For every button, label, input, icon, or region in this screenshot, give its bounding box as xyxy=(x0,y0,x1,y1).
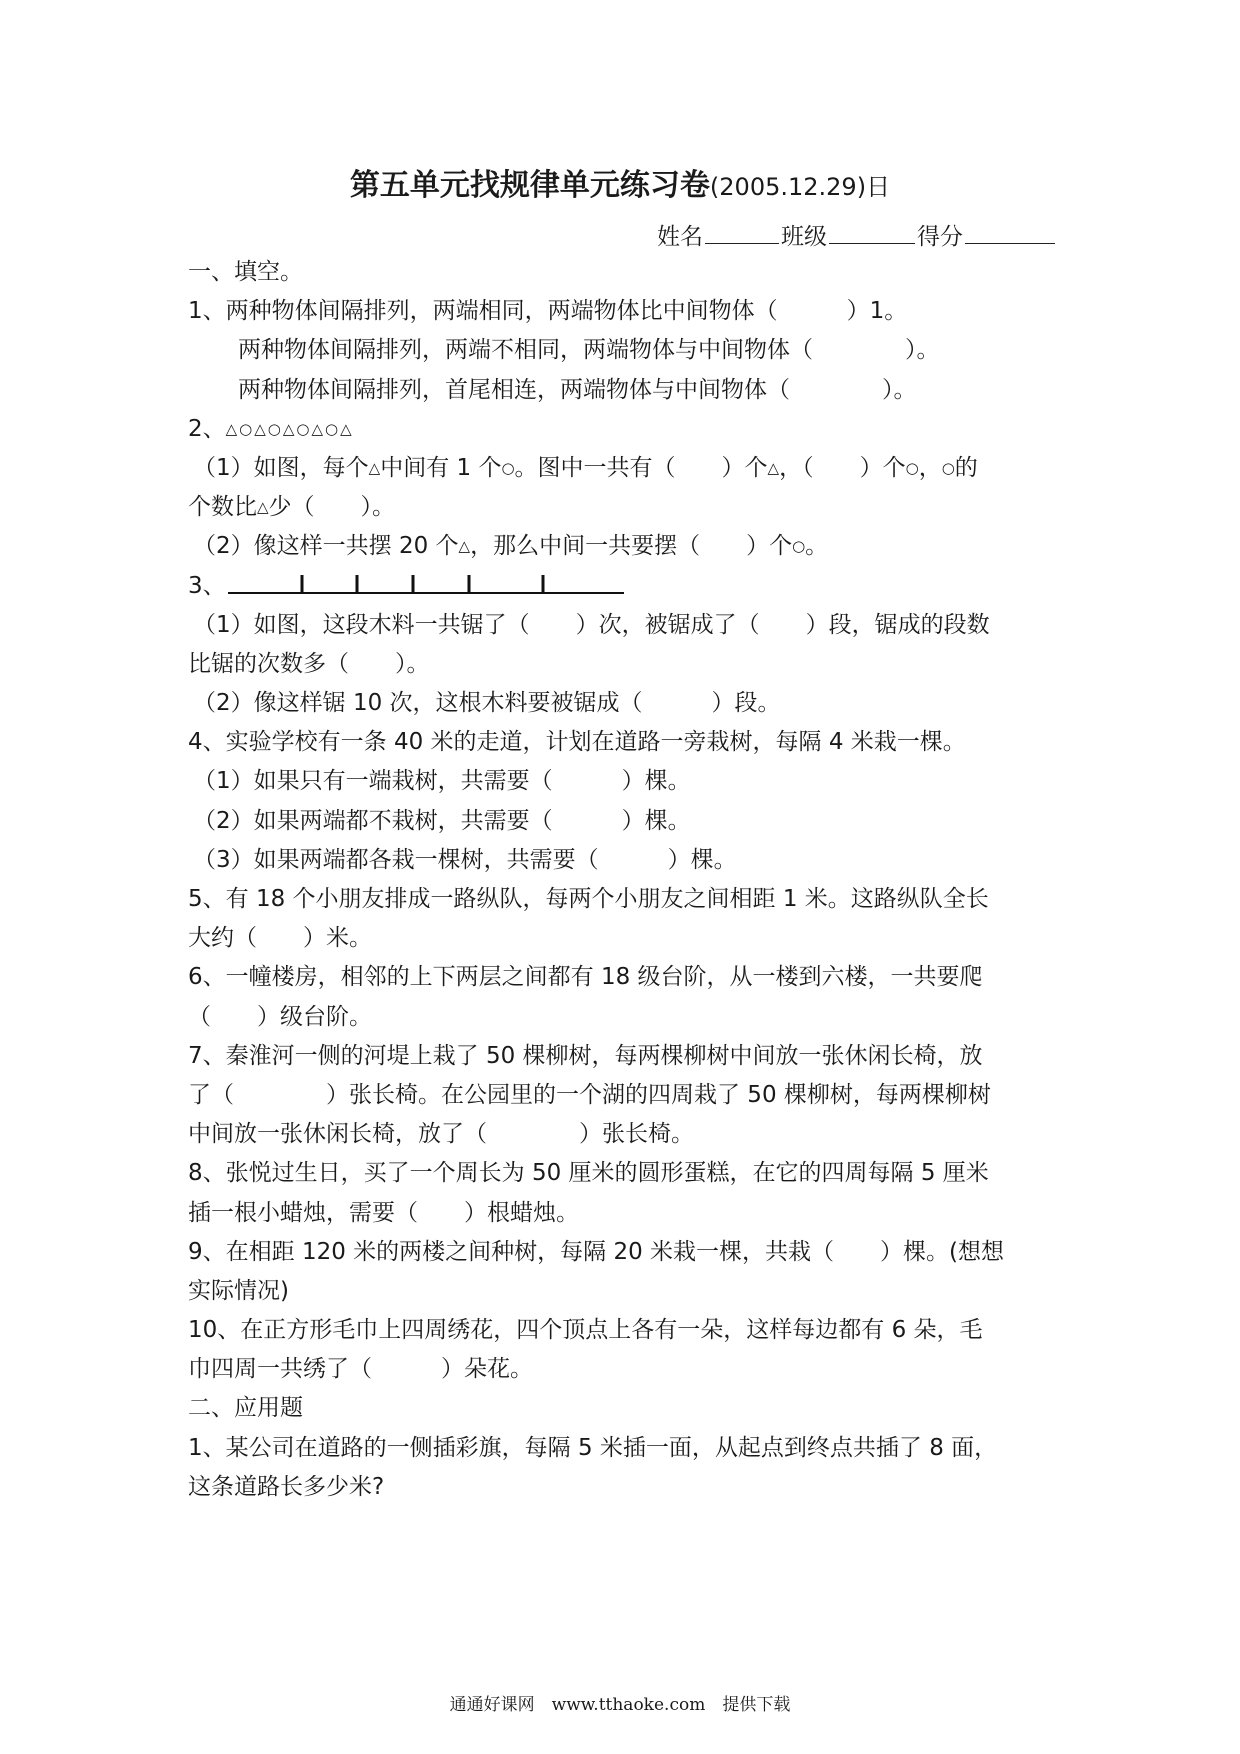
q10-line-a: 10、在正方形毛巾上四周绣花，四个顶点上各有一朵，这样每边都有 6 朵，毛 xyxy=(188,1317,983,1344)
q8-line-b: 插一根小蜡烛，需要（ ）根蜡烛。 xyxy=(188,1199,579,1226)
footer-credit: 通通好课网 www.tthaoke.com 提供下载 xyxy=(449,1695,791,1715)
name-label: 姓名 xyxy=(657,224,703,250)
q4-stem: 4、实验学校有一条 40 米的走道，计划在道路一旁栽树，每隔 4 米栽一棵。 xyxy=(188,729,966,756)
circle-icon: ○ xyxy=(941,458,955,477)
q2-text: ， xyxy=(918,454,942,481)
q2-text: （1）如图，每个 xyxy=(193,454,369,481)
q1-line-a: 1、两种物体间隔排列，两端相同，两端物体比中间物体（ ）1。 xyxy=(188,298,908,325)
title-text: 第五单元找规律单元练习卷 xyxy=(349,168,710,203)
q4-part3: （3）如果两端都各栽一棵树，共需要（ ）棵。 xyxy=(193,846,737,873)
q3-label: 3、 xyxy=(188,572,226,599)
sawn-log-diagram xyxy=(226,571,626,601)
circle-icon: ○ xyxy=(905,458,919,477)
class-blank[interactable] xyxy=(829,223,915,244)
section-heading-fill-in: 一、填空。 xyxy=(188,259,303,285)
triangle-icon: △ xyxy=(257,498,269,517)
q2-text: 。 xyxy=(805,533,829,560)
q2-line-shapes xyxy=(188,410,1060,449)
q3-part1-line-a: （1）如图，这段木料一共锯了（ ）次，被锯成了（ ）段，锯成的段数 xyxy=(193,611,990,638)
q2-text: （2）像这样一共摆 20 个 xyxy=(193,533,459,560)
class-label: 班级 xyxy=(781,224,827,250)
q9-line-a: 9、在相距 120 米的两楼之间种树，每隔 20 米栽一棵，共栽（ ）棵。(想想 xyxy=(188,1238,1005,1265)
q2-part2-line xyxy=(188,527,1060,566)
q10-line-b: 巾四周一共绣了（ ）朵花。 xyxy=(188,1356,533,1383)
q2-part1-line-b xyxy=(188,488,1060,527)
score-label: 得分 xyxy=(917,224,963,250)
q3-part1-line-b: 比锯的次数多（ ）。 xyxy=(188,650,430,677)
circle-icon: ○ xyxy=(501,458,515,477)
q7-line-c: 中间放一张休闲长椅，放了（ ）张长椅。 xyxy=(188,1121,694,1148)
q9-line-b: 实际情况) xyxy=(188,1277,289,1304)
app-q1-line-b: 这条道路长多少米? xyxy=(188,1473,385,1500)
triangle-circle-pattern: △○△○△○△○△ xyxy=(225,419,354,438)
q1-line-b: 两种物体间隔排列，两端不相同，两端物体与中间物体（ ）。 xyxy=(238,337,940,364)
q2-text: 中间有 1 个 xyxy=(380,454,502,481)
triangle-icon: △ xyxy=(458,537,471,556)
q6-line-a: 6、一幢楼房，相邻的上下两层之间都有 18 级台阶，从一楼到六楼，一共要爬 xyxy=(188,964,983,991)
q8-line-a: 8、张悦过生日，买了一个周长为 50 厘米的圆形蛋糕，在它的四周每隔 5 厘米 xyxy=(188,1160,989,1187)
q2-text: ，那么中间一共要摆（ ）个 xyxy=(470,533,793,560)
title-date: (2005.12.29)日 xyxy=(709,173,891,201)
score-blank[interactable] xyxy=(965,223,1055,244)
triangle-icon: △ xyxy=(767,458,780,477)
q2-text: 。图中一共有（ ）个 xyxy=(514,454,768,481)
page-title xyxy=(0,160,1240,204)
section-heading-word-problems: 二、应用题 xyxy=(188,1395,303,1422)
q2-part1-line-a xyxy=(188,449,1060,488)
q2-text: ，（ ）个 xyxy=(779,454,906,481)
q3-part2-line: （2）像这样锯 10 次，这根木料要被锯成（ ）段。 xyxy=(193,690,781,717)
q4-part2: （2）如果两端都不栽树，共需要（ ）棵。 xyxy=(193,807,691,834)
q2-text: 的 xyxy=(954,454,978,481)
q3-line-diagram xyxy=(188,567,1060,606)
q7-line-b: 了（ ）张长椅。在公园里的一个湖的四周栽了 50 棵柳树，每两棵柳树 xyxy=(188,1081,991,1108)
name-blank[interactable] xyxy=(705,223,779,244)
q4-part1: （1）如果只有一端栽树，共需要（ ）棵。 xyxy=(193,768,691,795)
q2-label: 2、 xyxy=(188,415,226,442)
app-q1-line-a: 1、某公司在道路的一侧插彩旗，每隔 5 米插一面，从起点到终点共插了 8 面， xyxy=(188,1434,998,1461)
circle-icon: ○ xyxy=(792,537,806,556)
q6-line-b: （ ）级台阶。 xyxy=(188,1003,372,1030)
q2-text: 个数比 xyxy=(188,494,257,521)
q5-line-b: 大约（ ）米。 xyxy=(188,925,372,952)
triangle-icon: △ xyxy=(368,458,381,477)
student-info-line xyxy=(657,218,1057,251)
worksheet-content xyxy=(188,253,1060,1507)
q2-text: 少（ ）。 xyxy=(268,494,396,521)
q5-line-a: 5、有 18 个小朋友排成一路纵队，每两个小朋友之间相距 1 米。这路纵队全长 xyxy=(188,886,989,912)
q1-line-c: 两种物体间隔排列，首尾相连，两端物体与中间物体（ ）。 xyxy=(238,376,917,403)
q7-line-a: 7、秦淮河一侧的河堤上栽了 50 棵柳树，每两棵柳树中间放一张休闲长椅，放 xyxy=(188,1042,983,1069)
